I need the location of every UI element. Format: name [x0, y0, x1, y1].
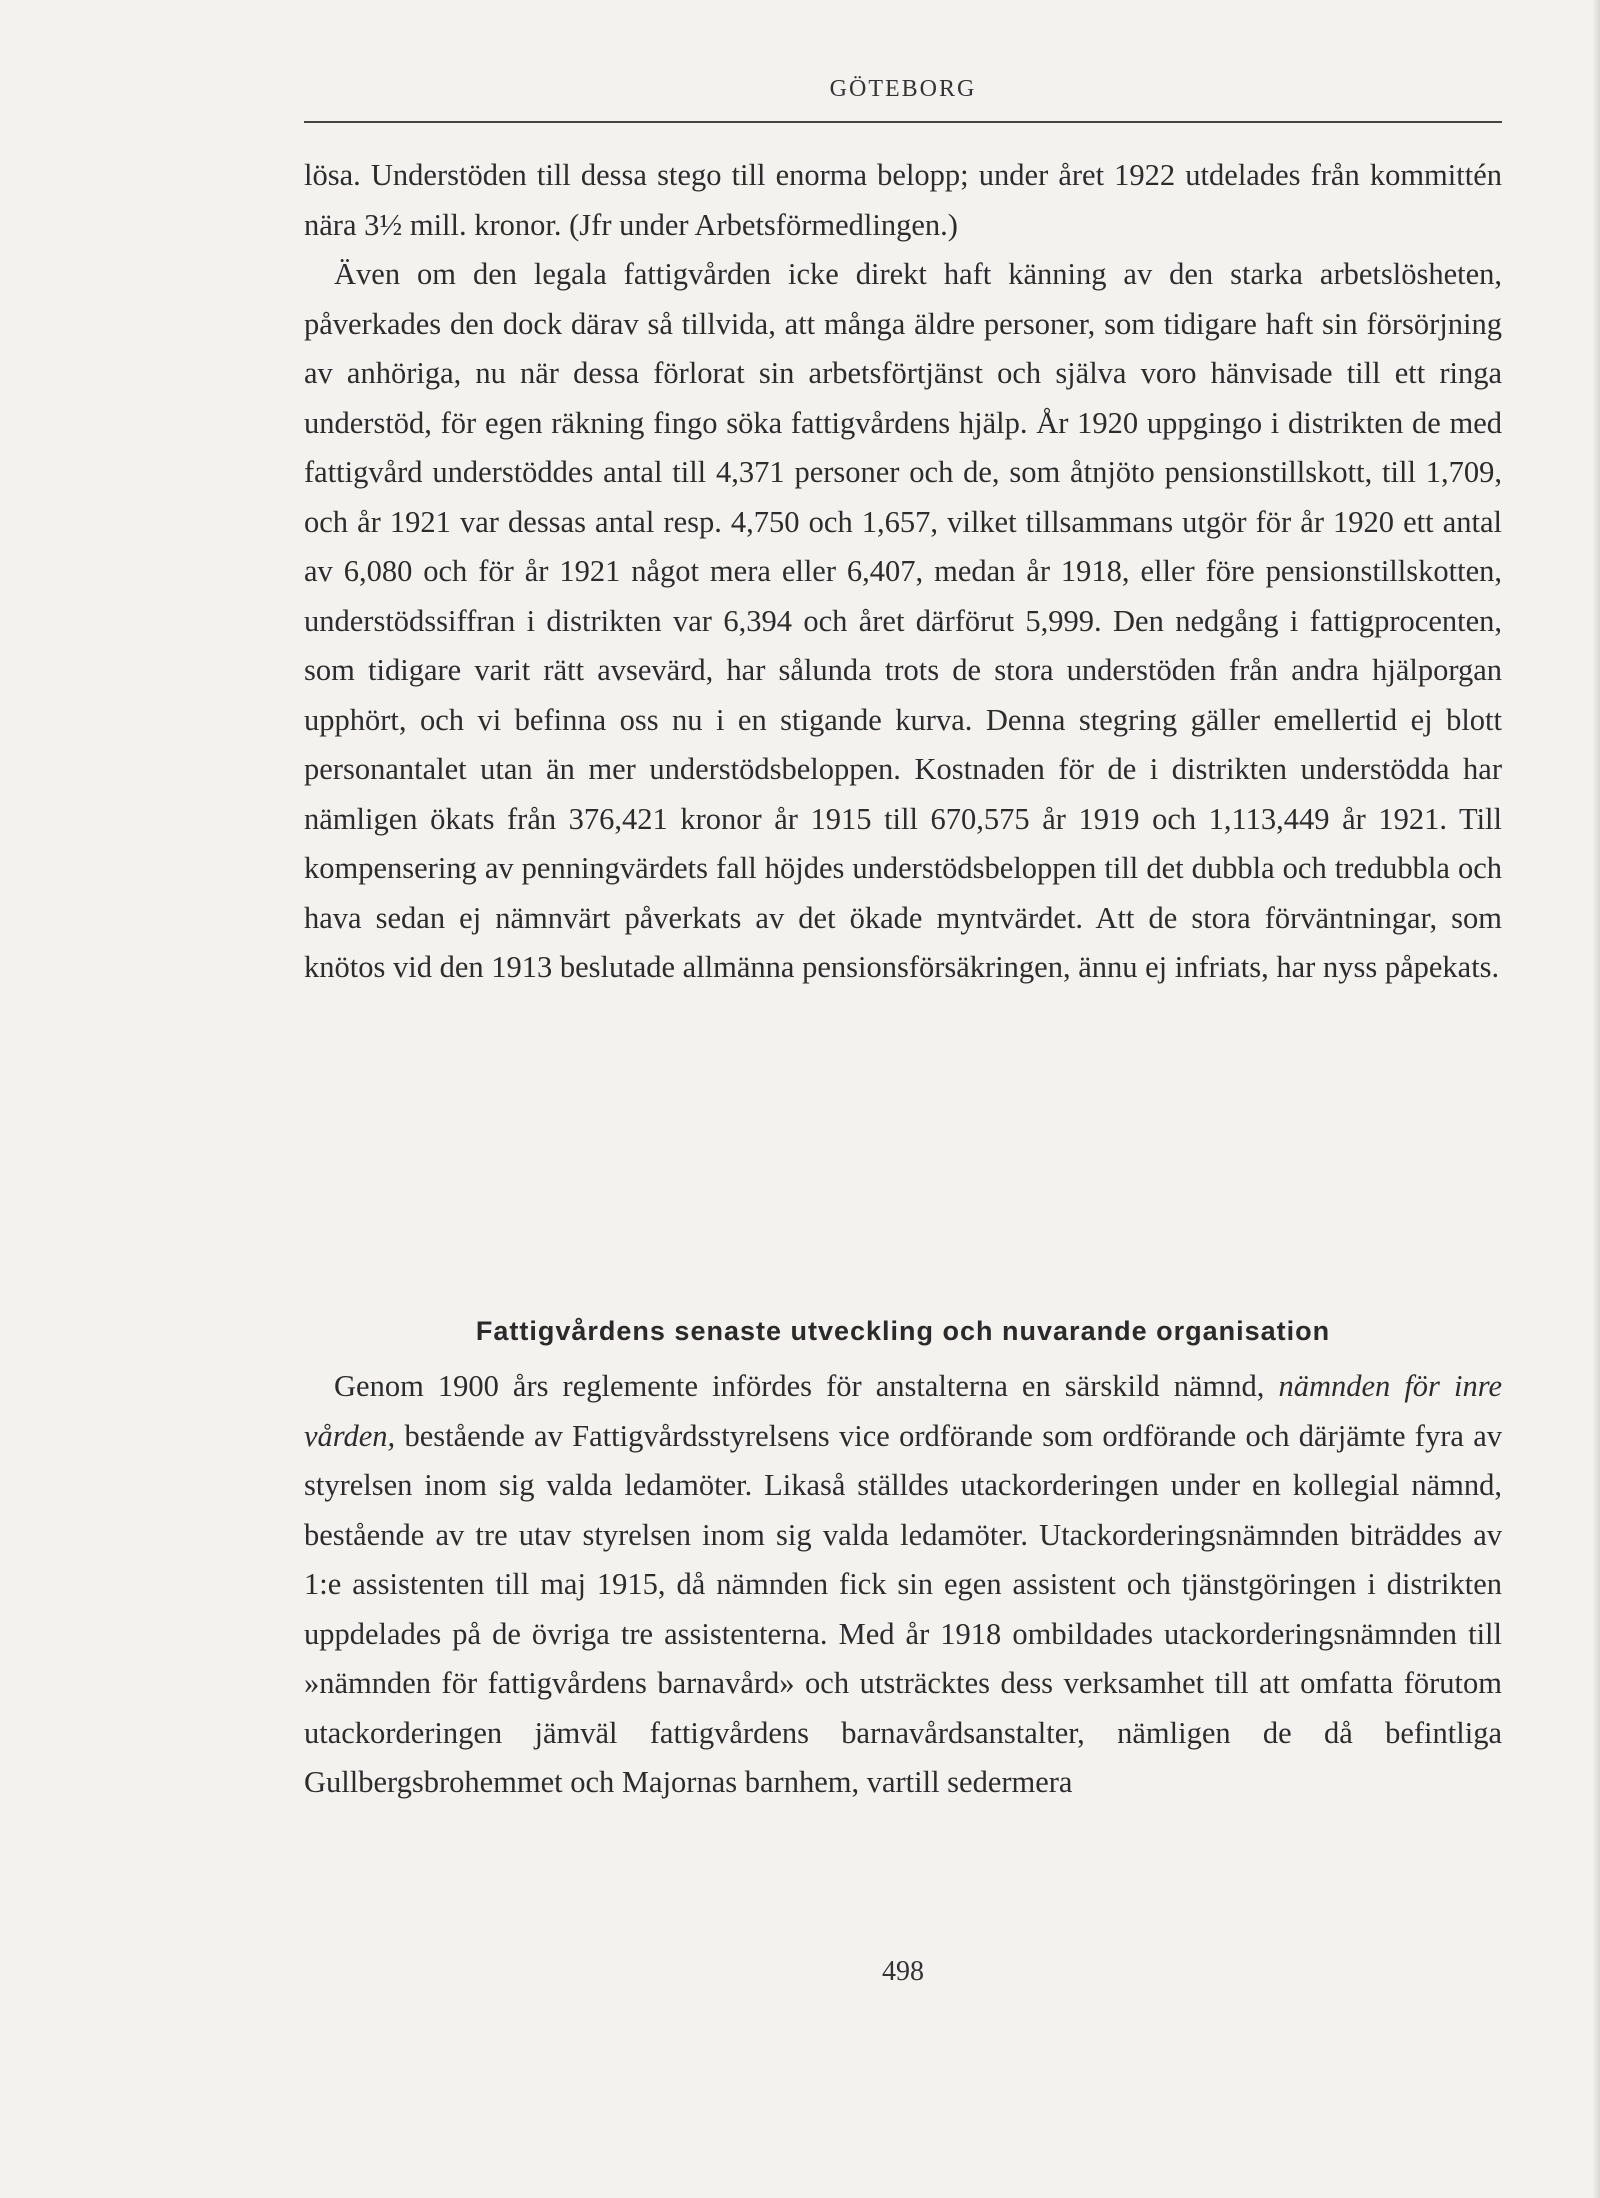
section-heading: Fattigvårdens senaste utveckling och nuvarande organisation [475, 1316, 1331, 1346]
paragraph-organisation [304, 1362, 1502, 1808]
page-number: 498 [882, 1956, 924, 1987]
text-block-top [304, 151, 1502, 993]
paragraph-continuation: lösa. Understöden till dessa stego till enorma belopp; under året 1922 utdelades från kommittén nära 3½ mill. kronor. (Jfr under Arbetsförmedlingen.) [304, 158, 1502, 242]
italic-term: nämnden för inre vården, [304, 1369, 1502, 1453]
text-block-section [304, 1362, 1502, 1808]
running-head: GÖTEBORG [829, 76, 977, 102]
paragraph-organisation-rest: bestående av Fattigvårdsstyrelsens vice ordförande som ordförande och därjämte fyra av styrelsen inom sig valda ledamöter. Likaså ställdes utackorderingen under en kollegial nämnd, bestående av tre utav styrelsen inom sig valda ledamöter. Utackorderingsnämnden biträddes av 1:e assistenten till maj 1915, då nämnden fick sin egen assistent och tjänstgöringen i distrikten uppdelades på de övriga tre assistenterna. Med år 1918 ombildades utackorderingsnämnden till »nämnden för fattigvårdens barnavård» och utsträcktes dess verksamhet till att omfatta förutom utackorderingen jämväl fattigvårdens barnavårdsanstalter, nämligen de då befintliga Gullbergsbrohemmet och Majornas barnhem, vartill sedermera [304, 1418, 1502, 1799]
paragraph-organisation-start: Genom 1900 års reglemente infördes för anstalterna en särskild nämnd, [334, 1369, 1265, 1403]
paragraph-unemployment: Även om den legala fattigvården icke direkt haft känning av den starka arbetslösheten, påverkades den dock därav så tillvida, att många äldre personer, som tidigare haft sin försörjning av anhöriga, nu när dessa förlorat sin arbetsförtjänst och själva voro hänvisade till ett ringa understöd, för egen räkning fingo söka fattigvårdens hjälp. År 1920 uppgingo i distrikten de med fattigvård understöddes antal till 4,371 personer och de, som åtnjöto pensionstillskott, till 1,709, och år 1921 var dessas antal resp. 4,750 och 1,657, vilket tillsammans utgör för år 1920 ett antal av 6,080 och för år 1921 något mera eller 6,407, medan år 1918, eller före pensionstillskotten, understödssiffran i distrikten var 6,394 och året därförut 5,999. Den nedgång i fattigprocenten, som tidigare varit rätt avsevärd, har sålunda trots de stora understöden från andra hjälporgan upphört, och vi befinna oss nu i en stigande kurva. Denna stegring gäller emellertid ej blott personantalet utan än mer understödsbeloppen. Kostnaden för de i distrikten understödda har nämligen ökats från 376,421 kronor år 1915 till 670,575 år 1919 och 1,113,449 år 1921. Till kompensering av penningvärdets fall höjdes understödsbeloppen till det dubbla och tredubbla och hava sedan ej nämnvärt påverkats av det ökade myntvärdet. Att de stora förväntningar, som knötos vid den 1913 beslutade allmänna pensionsförsäkringen, ännu ej infriats, har nyss påpekats. [304, 257, 1502, 984]
page-edge-shadow [1592, 0, 1600, 2198]
header-rule [304, 121, 1502, 123]
